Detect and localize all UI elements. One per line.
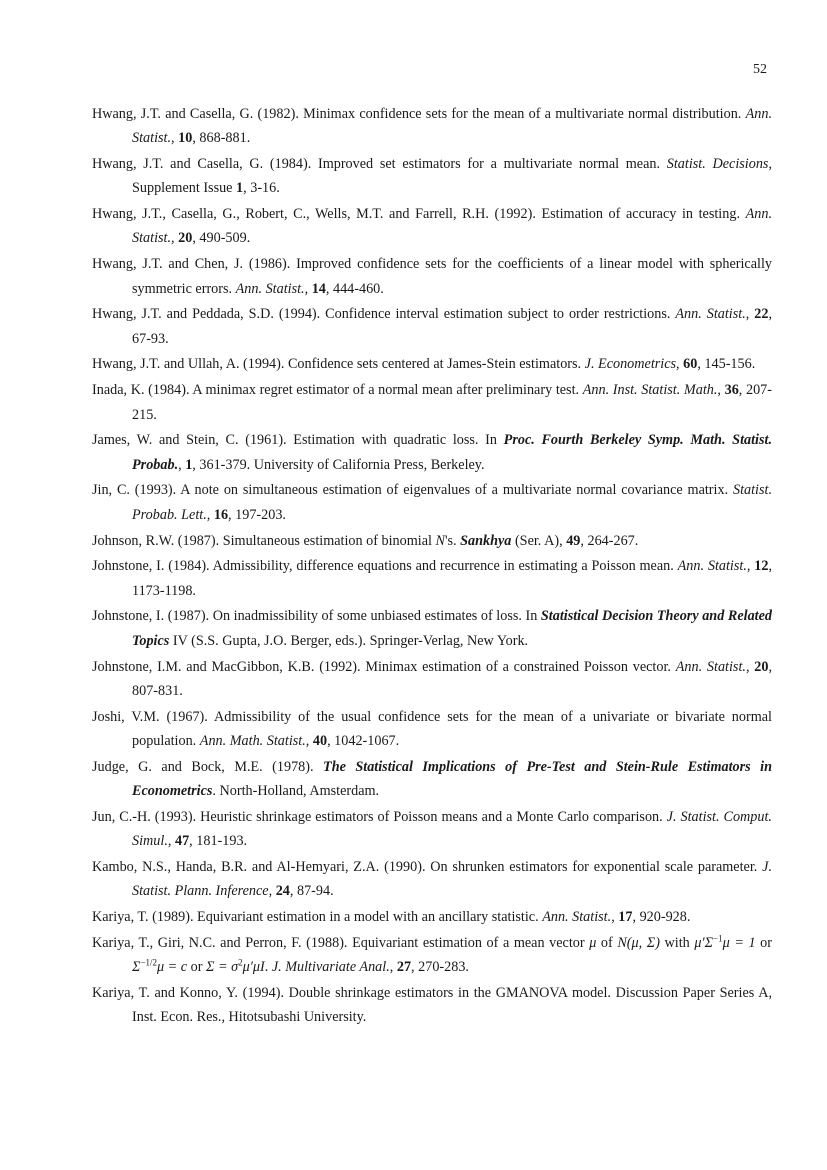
- reference-text: Hwang, J.T. and Casella, G. (1984). Improved set estimators for a multivariate normal mean.: [92, 156, 667, 173]
- reference-text: Hwang, J.T. and Casella, G. (1982). Minimax confidence sets for the mean of a multivariate normal distribution.: [92, 106, 746, 122]
- reference-text: , 490-509.: [192, 230, 251, 247]
- reference-text: .: [264, 959, 272, 976]
- reference-text: ,: [167, 833, 175, 850]
- reference-text: Jin, C. (1993). A note on simultaneous estimation of eigenvalues of a multivariate normal covariance matrix.: [92, 482, 733, 499]
- reference-text: 60: [683, 356, 698, 373]
- reference-text: ,: [171, 130, 179, 147]
- reference-text: Jun, C.-H. (1993). Heuristic shrinkage estimators of Poisson means and a Monte Carlo comparison.: [92, 808, 667, 825]
- reference-text: ,: [745, 658, 755, 675]
- page-number: 52: [753, 62, 767, 77]
- reference-text: , 181-193.: [189, 833, 248, 850]
- reference-text: Statist. Decisions: [666, 156, 769, 173]
- reference-text: ,: [268, 883, 276, 900]
- reference-text: 2: [238, 957, 243, 968]
- reference-text: 22: [754, 306, 769, 323]
- reference-text: ,: [171, 230, 179, 247]
- reference-text: J. Multivariate Anal.: [271, 959, 390, 976]
- reference-entry: [92, 152, 772, 201]
- reference-text: Johnstone, I.M. and MacGibbon, K.B. (1992). Minimax estimation of a constrained Poisson vector.: [92, 658, 676, 675]
- reference-text: μ = 1: [722, 934, 756, 951]
- reference-text: 40: [312, 732, 328, 749]
- reference-text: Ann. Math. Statist.: [199, 732, 306, 749]
- reference-text: ,: [389, 959, 397, 976]
- reference-text: Ann. Statist.: [677, 558, 747, 575]
- reference-text: , 3-16.: [243, 180, 280, 197]
- reference-text: 1: [185, 456, 193, 473]
- reference-text: Ann. Statist.: [675, 658, 746, 675]
- reference-entry: [92, 252, 772, 301]
- reference-text: ,: [611, 909, 619, 925]
- reference-text: Ann. Statist.: [132, 206, 772, 247]
- reference-text: . North-Holland, Amsterdam.: [212, 783, 380, 800]
- reference-text: , 920-928.: [632, 909, 691, 925]
- reference-text: Hwang, J.T. and Peddada, S.D. (1994). Confidence interval estimation subject to order restrictions.: [92, 306, 676, 323]
- reference-text: Johnstone, I. (1987). On inadmissibility of some unbiased estimates of loss. In: [92, 608, 541, 625]
- reference-text: −1: [713, 933, 723, 944]
- reference-text: N: [435, 532, 445, 549]
- reference-text: 24: [275, 883, 290, 900]
- reference-entry: [92, 102, 772, 151]
- reference-text: μ = c: [157, 959, 188, 976]
- reference-entry: [92, 378, 772, 427]
- reference-text: , 361-379. University of California Press, Berkeley.: [192, 456, 485, 473]
- reference-entry: [92, 855, 772, 904]
- reference-text: of: [596, 934, 618, 951]
- reference-text: 36: [724, 382, 739, 399]
- reference-list: [92, 102, 772, 1031]
- reference-text: μ′Σ: [694, 934, 714, 951]
- reference-text: Σ: [132, 959, 141, 976]
- reference-text: Johnstone, I. (1984). Admissibility, difference equations and recurrence in estimating a Poisson mean.: [92, 558, 678, 575]
- reference-text: or: [755, 934, 773, 951]
- reference-text: 20: [178, 230, 193, 247]
- reference-entry: [92, 705, 772, 754]
- reference-text: Statistical Decision Theory and Related Topics: [132, 608, 772, 649]
- reference-text: Johnson, R.W. (1987). Simultaneous estimation of binomial: [92, 532, 436, 549]
- reference-text: Hwang, J.T., Casella, G., Robert, C., Wells, M.T. and Farrell, R.H. (1992). Estimation of accuracy in testing.: [92, 206, 746, 223]
- reference-text: , Supplement Issue: [132, 156, 773, 197]
- reference-text: ,: [676, 356, 684, 373]
- reference-text: ,: [304, 280, 312, 297]
- reference-entry: [92, 805, 772, 854]
- reference-text: ,: [206, 506, 214, 523]
- reference-text: , 207-215.: [132, 382, 772, 423]
- reference-text: Ann. Statist.: [132, 106, 772, 147]
- reference-text: Ann. Statist.: [235, 280, 305, 297]
- reference-text: 27: [396, 959, 412, 976]
- reference-text: Hwang, J.T. and Ullah, A. (1994). Confidence sets centered at James-Stein estimators.: [92, 356, 585, 373]
- reference-text: , 87-94.: [289, 883, 334, 900]
- reference-text: , 1042-1067.: [327, 732, 400, 749]
- reference-text: Hwang, J.T. and Chen, J. (1986). Improved confidence sets for the coefficients of a linear model with spherically symmetric errors.: [92, 256, 772, 297]
- reference-entry: [92, 478, 772, 527]
- reference-text: J. Statist. Plann. Inference: [132, 858, 772, 900]
- reference-entry: [92, 655, 772, 704]
- reference-text: 20: [754, 658, 769, 675]
- reference-entry: [92, 529, 772, 553]
- reference-text: Ann. Statist.: [675, 306, 746, 323]
- reference-text: 14: [311, 280, 326, 297]
- reference-entry: [92, 352, 772, 376]
- reference-entry: [92, 428, 772, 477]
- reference-text: J. Econometrics: [584, 356, 677, 373]
- reference-entry: [92, 302, 772, 351]
- reference-text: , 444-460.: [325, 280, 384, 297]
- reference-text: ,: [178, 456, 186, 473]
- reference-text: Proc. Fourth Berkeley Symp. Math. Statist. Probab.: [132, 432, 772, 473]
- reference-text: ,: [717, 382, 725, 399]
- reference-text: with: [659, 934, 695, 951]
- reference-text: Σ = σ: [206, 959, 239, 976]
- reference-entry: [92, 755, 772, 804]
- reference-text: ,: [305, 732, 313, 749]
- reference-text: Inada, K. (1984). A minimax regret estimator of a normal mean after preliminary test.: [92, 382, 583, 399]
- reference-text: Joshi, V.M. (1967). Admissibility of the usual confidence sets for the mean of a univariate or bivariate normal population.: [92, 708, 772, 749]
- reference-text: 17: [618, 909, 633, 925]
- reference-entry: [92, 202, 772, 251]
- reference-text: Ann. Statist.: [542, 909, 612, 925]
- reference-text: 10: [178, 130, 193, 147]
- reference-text: J. Statist. Comput. Simul.: [132, 808, 772, 850]
- reference-text: Kambo, N.S., Handa, B.R. and Al-Hemyari, Z.A. (1990). On shrunken estimators for exponential scale parameter.: [92, 858, 763, 875]
- reference-text: IV (S.S. Gupta, J.O. Berger, eds.). Springer-Verlag, New York.: [169, 632, 529, 649]
- reference-entry: [92, 931, 772, 980]
- reference-text: James, W. and Stein, C. (1961). Estimation with quadratic loss. In: [92, 432, 504, 449]
- reference-text: Kariya, T. (1989). Equivariant estimation in a model with an ancillary statistic.: [92, 909, 543, 925]
- reference-text: The Statistical Implications of Pre-Test and Stein-Rule Estimators in Econometrics: [132, 758, 772, 800]
- reference-text: 's.: [444, 532, 461, 549]
- reference-text: ,: [746, 558, 755, 575]
- reference-text: , 270-283.: [411, 959, 469, 976]
- reference-text: μ′μI: [242, 959, 265, 976]
- reference-text: , 145-156.: [697, 356, 756, 373]
- reference-text: Statist. Probab. Lett.: [132, 482, 772, 523]
- reference-text: , 67-93.: [132, 306, 772, 347]
- reference-text: , 1173-1198.: [132, 558, 773, 599]
- reference-text: −1/2: [140, 957, 158, 968]
- reference-entry: [92, 905, 772, 929]
- reference-text: 16: [213, 506, 229, 523]
- reference-text: Kariya, T. and Konno, Y. (1994). Double shrinkage estimators in the GMANOVA model. Discussion Paper Series A, Inst. Econ. Res., Hitotsubashi University.: [92, 984, 772, 1026]
- reference-text: 12: [754, 558, 769, 575]
- reference-text: ,: [745, 306, 755, 323]
- reference-entry: [92, 604, 772, 653]
- reference-text: N(μ, Σ): [617, 934, 660, 951]
- reference-text: Sankhya: [460, 532, 512, 549]
- reference-text: Kariya, T., Giri, N.C. and Perron, F. (1988). Equivariant estimation of a mean vector: [92, 934, 590, 951]
- reference-text: or: [187, 959, 207, 976]
- reference-text: 1: [236, 180, 244, 197]
- reference-text: , 807-831.: [132, 658, 772, 699]
- reference-text: (Ser. A),: [511, 532, 567, 549]
- reference-text: , 868-881.: [192, 130, 251, 147]
- reference-text: , 264-267.: [580, 532, 639, 549]
- reference-entry: [92, 554, 772, 603]
- reference-text: μ: [589, 934, 597, 951]
- reference-entry: [92, 981, 772, 1030]
- reference-text: 47: [174, 833, 190, 850]
- reference-text: , 197-203.: [228, 506, 286, 523]
- reference-text: Judge, G. and Bock, M.E. (1978).: [92, 758, 324, 775]
- reference-text: 49: [566, 532, 581, 549]
- reference-text: Ann. Inst. Statist. Math.: [582, 382, 718, 399]
